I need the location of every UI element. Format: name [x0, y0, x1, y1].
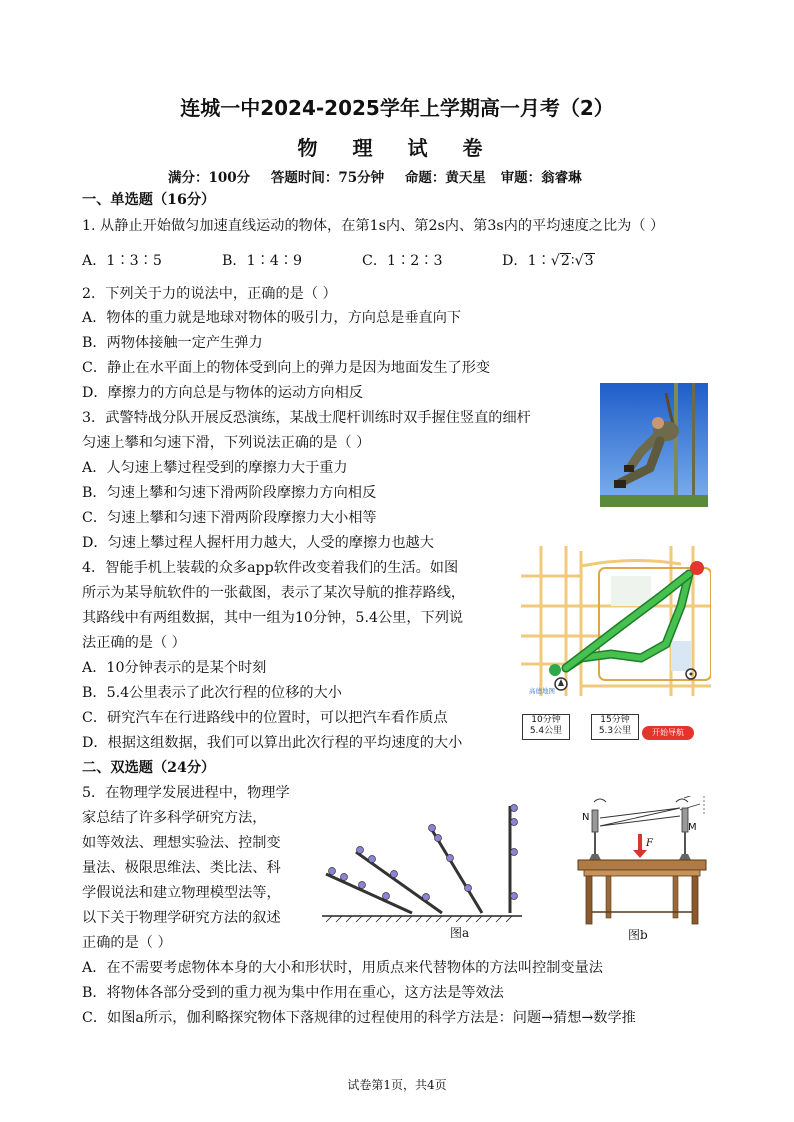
route-box-1[interactable]: 10分钟 5.4公里: [522, 714, 570, 740]
section-double: 二、双选题（24分）: [82, 760, 216, 776]
q5-option-c: C．如图a所示，伽利略探究物体下落规律的过程使用的科学方法是：问题→猜想→数学推: [82, 1010, 636, 1026]
q4-stem-3: 其路线中有两组数据，其中一组为10分钟，5.4公里，下列说: [82, 610, 464, 626]
q4-stem-1: 4．智能手机上装载的众多app软件改变着我们的生活。如图: [82, 560, 459, 576]
page-footer: 试卷第1页，共4页: [347, 1078, 447, 1092]
section-single: 一、单选题（16分）: [82, 192, 216, 208]
q5-option-b: B．将物体各部分受到的重力视为集中作用在重心，这方法是等效法: [82, 985, 504, 1001]
figure-b-caption: 图b: [628, 928, 648, 942]
q3-stem-2: 匀速上攀和匀速下滑，下列说法正确的是（ ）: [82, 435, 371, 451]
label-f: F: [646, 838, 653, 849]
figure-a-caption: 图a: [450, 926, 470, 940]
q4-stem-4: 法正确的是（ ）: [82, 635, 186, 651]
q2-stem: 2．下列关于力的说法中，正确的是（ ）: [82, 286, 337, 302]
q3-option-c: C．匀速上攀和匀速下滑两阶段摩擦力大小相等: [82, 510, 377, 526]
figure-b-mirror-table: [572, 796, 712, 946]
route-box-2[interactable]: 15分钟 5.3公里: [591, 714, 639, 740]
q5-stem-5: 学假说法和建立物理模型法等，: [82, 885, 281, 901]
q4-option-d: D．根据这组数据，我们可以算出此次行程的平均速度的大小: [82, 735, 463, 751]
navigation-map: [521, 546, 711, 742]
q1-option-c: C．1∶2∶3: [362, 253, 443, 269]
figure-a-inclined-planes: [322, 800, 522, 950]
full-score: 满分：100分: [168, 170, 251, 186]
reviewer: 审题：翁睿琳: [500, 170, 582, 186]
climbing-soldier-photo: [600, 383, 708, 507]
label-m: M: [688, 822, 697, 833]
q5-stem-7: 正确的是（ ）: [82, 935, 172, 951]
exam-meta: [168, 166, 598, 186]
q5-stem-3: 如等效法、理想实验法、控制变: [82, 835, 281, 851]
q1-option-b: B．1∶4∶9: [222, 253, 303, 269]
q1-option-a: A．1∶3∶5: [82, 253, 162, 269]
q4-option-a: A．10分钟表示的是某个时刻: [82, 660, 267, 676]
map-logo: 高德地图: [529, 687, 555, 695]
q5-stem-4: 量法、极限思维法、类比法、科: [82, 860, 281, 876]
answer-time: 答题时间：75分钟: [270, 170, 385, 186]
q2-option-c: C．静止在水平面上的物体受到向上的弹力是因为地面发生了形变: [82, 360, 491, 376]
q1-stem: 1. 从静止开始做匀加速直线运动的物体，在第1s内、第2s内、第3s内的平均速度之比为（ ）: [82, 218, 665, 234]
q3-option-d: D．匀速上攀过程人握杆用力越大，人受的摩擦力也越大: [82, 535, 434, 551]
q5-stem-1: 5．在物理学发展进程中，物理学: [82, 785, 290, 801]
q1-option-d: D．1∶√2∶√3: [502, 253, 594, 269]
label-n: N: [582, 812, 590, 823]
q5-option-a: A．在不需要考虑物体本身的大小和形状时，用质点来代替物体的方法叫控制变量法: [82, 960, 603, 976]
q5-stem-2: 家总结了许多科学研究方法，: [82, 810, 267, 826]
q2-option-d: D．摩擦力的方向总是与物体的运动方向相反: [82, 385, 363, 401]
q5-stem-6: 以下关于物理学研究方法的叙述: [82, 910, 281, 926]
q3-option-a: A．人匀速上攀过程受到的摩擦力大于重力: [82, 460, 348, 476]
q3-stem-1: 3．武警特战分队开展反恐演练，某战士爬杆训练时双手握住竖直的细杆: [82, 410, 531, 426]
q2-option-a: A．物体的重力就是地球对物体的吸引力，方向总是垂直向下: [82, 310, 462, 326]
exam-title: 连城一中2024-2025学年上学期高一月考（2）: [180, 96, 614, 120]
q1-options: [82, 251, 595, 271]
q4-option-b: B．5.4公里表示了此次行程的位移的大小: [82, 685, 342, 701]
q4-option-c: C．研究汽车在行进路线中的位置时，可以把汽车看作质点: [82, 710, 448, 726]
sqrt-3: 3: [584, 253, 594, 269]
author: 命题：黄天星: [404, 170, 486, 186]
q3-option-b: B．匀速上攀和匀速下滑两阶段摩擦力方向相反: [82, 485, 377, 501]
exam-subtitle: 物 理 试 卷: [297, 136, 497, 160]
q2-option-b: B．两物体接触一定产生弹力: [82, 335, 263, 351]
start-navigation-button[interactable]: 开始导航: [642, 726, 694, 740]
sqrt-2: 2: [560, 253, 570, 269]
q4-stem-2: 所示为某导航软件的一张截图，表示了某次导航的推荐路线，: [82, 585, 466, 601]
